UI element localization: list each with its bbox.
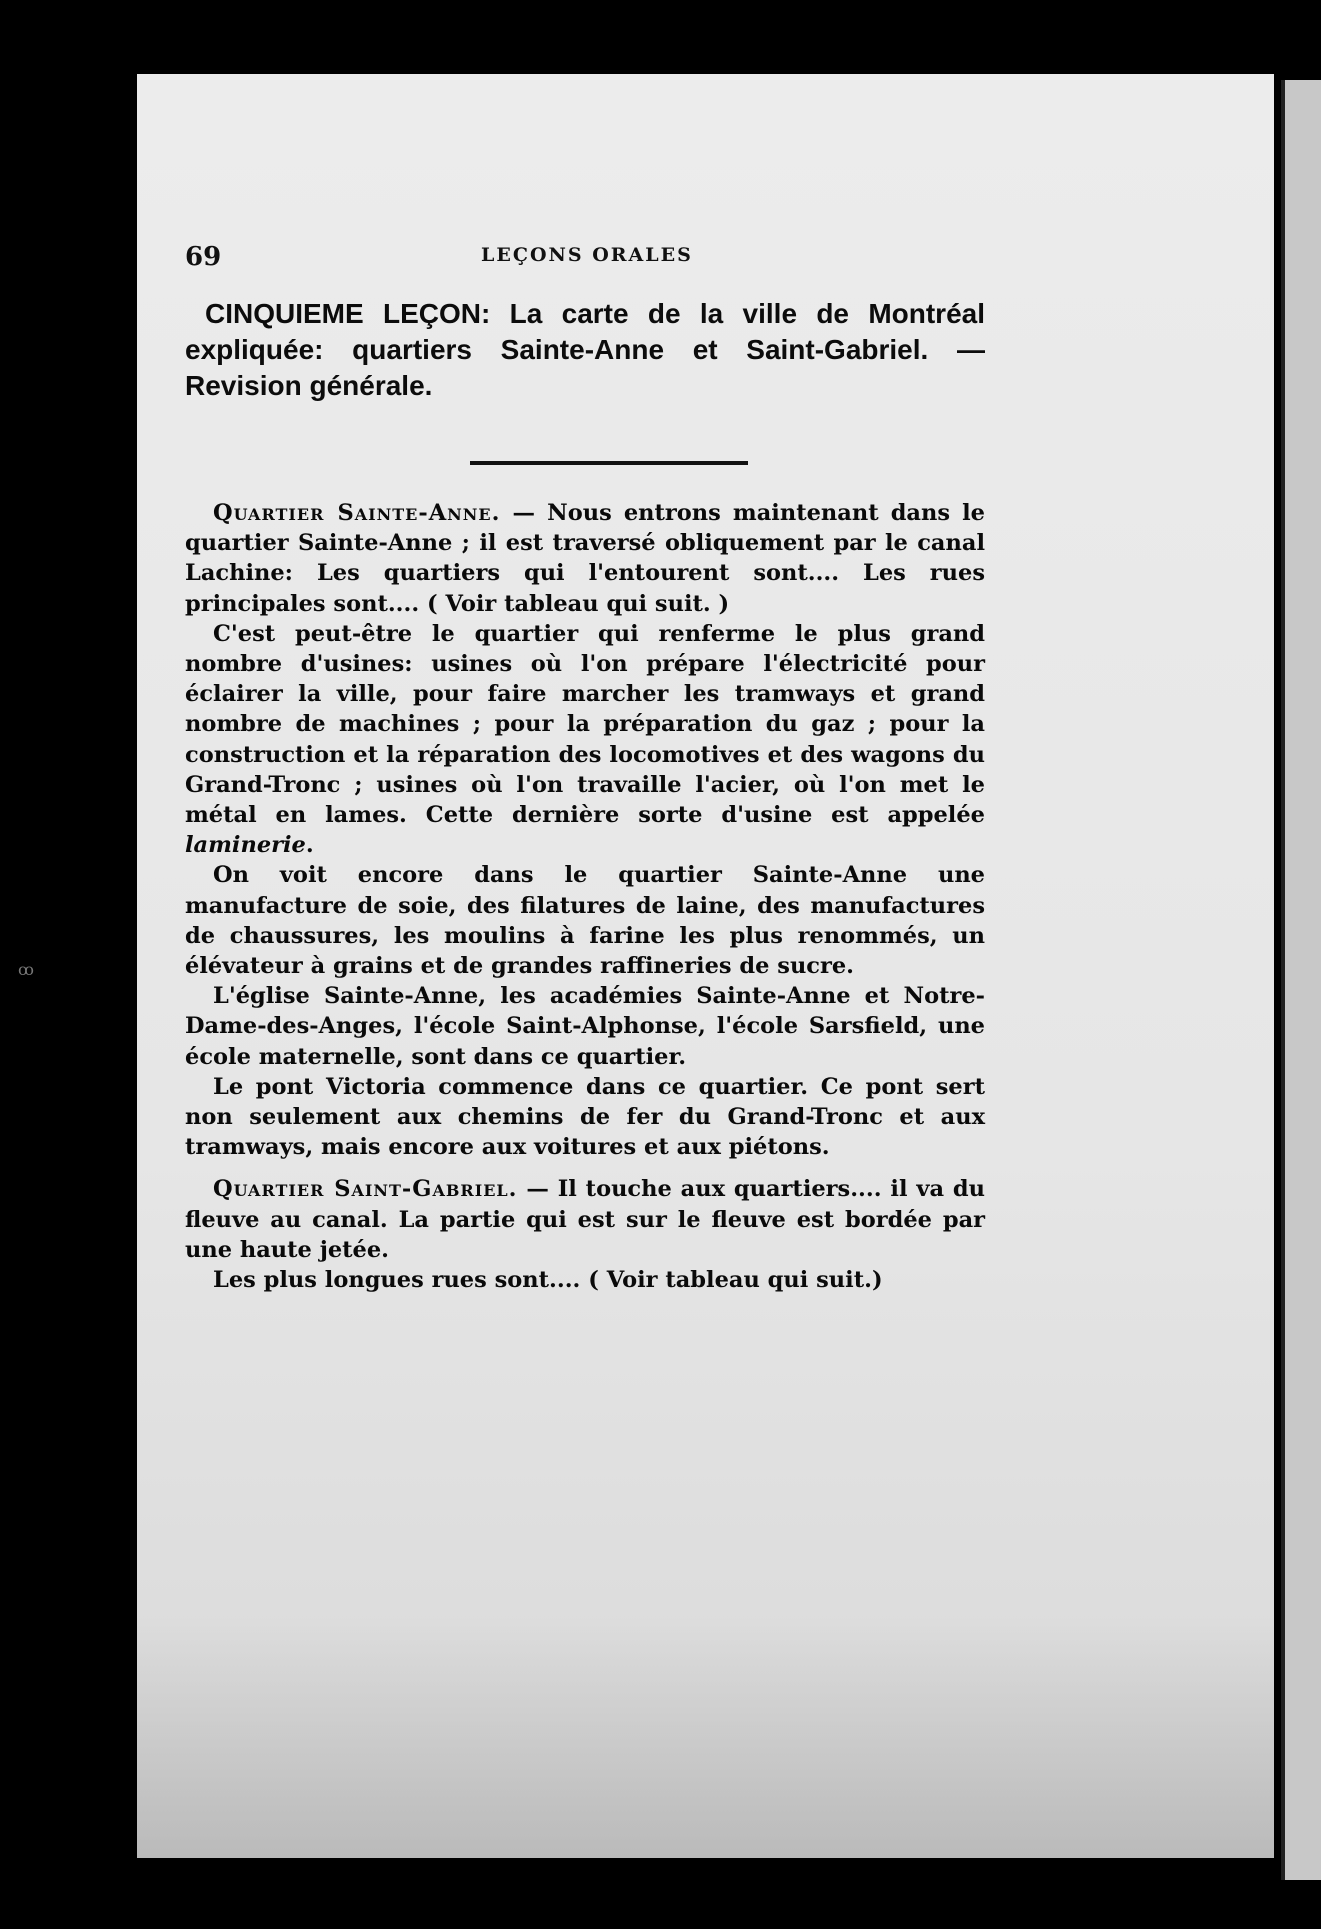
section-heading-sainte-anne: Quartier Sainte-Anne. <box>213 500 501 526</box>
paragraph-end: . <box>305 832 314 859</box>
italic-term: laminerie <box>185 832 306 859</box>
paragraph-sainte-anne-intro <box>185 498 985 619</box>
section-divider <box>470 461 748 465</box>
paragraph-eglise: L'église Sainte-Anne, les académies Sainte-Anne et Notre-Dame-des-Anges, l'école Saint-Alphonse, l'école Sarsfield, une école maternelle, sont dans ce quartier. <box>185 983 985 1070</box>
section-heading-saint-gabriel: Quartier Saint-Gabriel. <box>213 1176 518 1203</box>
page-number: 69 <box>185 242 222 272</box>
paragraph-saint-gabriel-intro <box>185 1174 985 1265</box>
running-head: LEÇONS ORALES <box>481 244 693 266</box>
page-header <box>185 242 985 282</box>
paragraph-manufactures: On voit encore dans le quartier Sainte-Anne une manufacture de soie, des filatures de laine, des manufactures de chaussures, les moulins à farine les plus renommés, un élévateur à grains et de grandes raffineries de sucre. <box>185 862 985 980</box>
paragraph-rues: Les plus longues rues sont.... ( Voir tableau qui suit.) <box>213 1267 883 1294</box>
lesson-title: CINQUIEME LEÇON: La carte de la ville de Montréal expliquée: quartiers Sainte-Anne et Saint-Gabriel. — Revision générale. <box>185 298 985 401</box>
paragraph-text: — Il touche aux quartiers.... il va du fleuve au canal. La partie qui est sur le fleuve est bordée par une haute jetée. <box>185 1176 985 1263</box>
paragraph-text: C'est peut-être le quartier qui renferme le plus grand nombre d'usines: usines où l'on prépare l'électricité pour éclairer la ville, pour faire marcher les tramways et grand nombre de machines ; pour la préparation du gaz ; pour la construction et la réparation des locomotives et des wagons du Grand-Tronc ; usines où l'on travaille l'acier, où l'on met le métal en lames. Cette dernière sorte d'usine est appelée <box>185 620 985 829</box>
paragraph-usines <box>185 619 985 861</box>
facing-page-edge <box>1281 80 1321 1880</box>
margin-speck: ꝏ <box>18 960 34 979</box>
paragraph-text: — Nous entrons maintenant dans le quartier Sainte-Anne ; il est traversé obliquement par le canal Lachine: Les quartiers qui l'entourent sont.... Les rues principales sont.... ( Voir tableau qui suit. ) <box>185 500 986 617</box>
paragraph-pont-victoria: Le pont Victoria commence dans ce quartier. Ce pont sert non seulement aux chemins de fer du Grand-Tronc et aux tramways, mais encore aux voitures et aux piétons. <box>185 1073 985 1161</box>
body-text <box>185 498 985 1295</box>
